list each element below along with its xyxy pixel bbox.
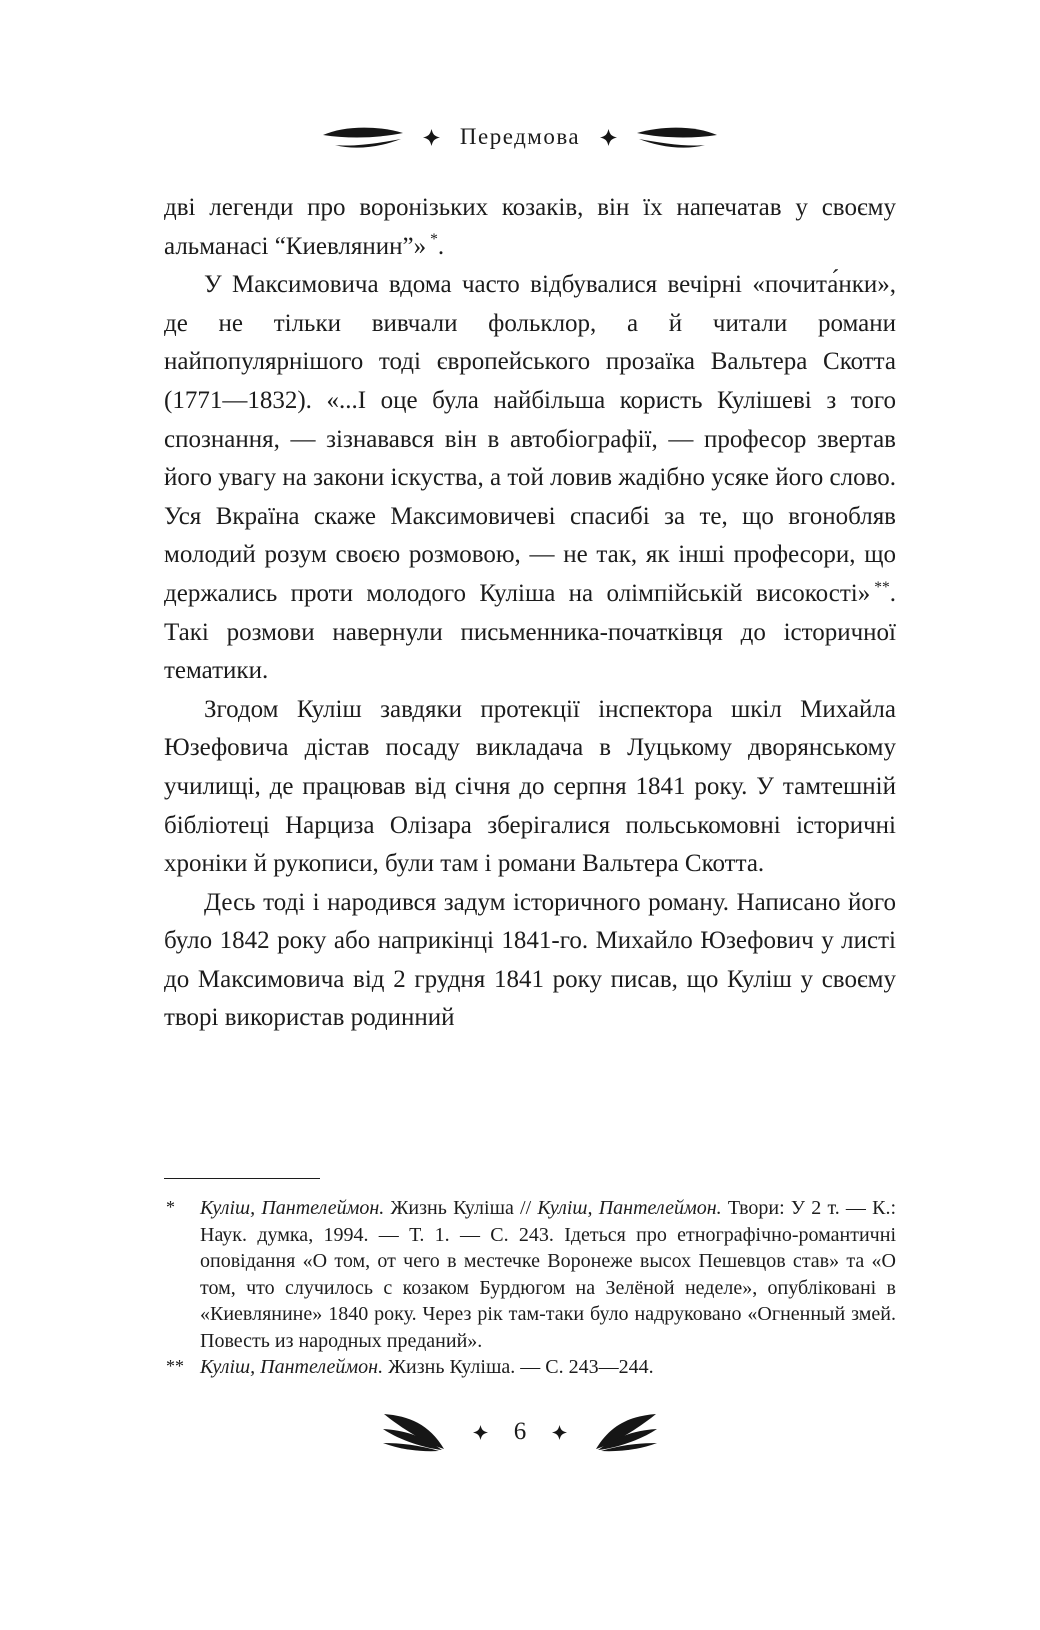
- page-number: 6: [513, 1418, 527, 1445]
- leaf-ornament-footer-right-icon: [593, 1412, 659, 1452]
- footnote-marker-ref: *: [430, 231, 438, 249]
- diamond-icon: [600, 129, 617, 146]
- diamond-icon: [473, 1425, 488, 1440]
- text-run: Десь тоді і народився задум історичного роману. Написано його було 1842 року або наприкінці 1841-го. Михайло Юзефович у листі до Максимовича від 2 грудня 1841 року писав, що Куліш у своєму творі використав родинний: [164, 888, 896, 1032]
- text-run: Жизнь Куліша //: [384, 1197, 538, 1219]
- body-text: [164, 189, 896, 1038]
- footnote-marker: *: [166, 1197, 175, 1217]
- footnote: [164, 1354, 896, 1381]
- footnote-separator: [164, 1178, 320, 1179]
- leaf-ornament-right-icon: [635, 124, 719, 150]
- citation-author: Куліш, Пантелеймон.: [200, 1356, 384, 1378]
- paragraph: [164, 266, 896, 691]
- text-run: .: [437, 232, 445, 260]
- header-ornament: [0, 124, 1040, 150]
- paragraph: [164, 884, 896, 1038]
- footnotes-section: [164, 1178, 896, 1381]
- footer-ornament: [0, 1412, 1040, 1452]
- text-run: Згодом Куліш завдяки протекції інспектора шкіл Михайла Юзефовича дістав посаду викладача в Луцькому дворянському училищі, де працював від січня до серпня 1841 року. У тамтешній бібліотеці Нарциза Олізара зберігалися польськомовні історичні хроніки й рукописи, були там і романи Вальтера Скотта.: [164, 695, 896, 878]
- diamond-icon: [552, 1425, 567, 1440]
- chapter-title: Передмова: [459, 124, 581, 149]
- footnote-marker: **: [166, 1356, 184, 1376]
- text-run: У Максимовича вдома часто відбувалися вечірні «почита́нки», де не тільки вивчали фольклор, а й читали романи найпопулярнішого тоді європейського прозаїка Вальтера Скотта (1771—1832). «...І оце була найбільша користь Кулішеві з того спознання, — зізнавався він в автобіографії, — професор звертав його увагу на закони іскуства, а той ловив жадібно усяке його слово. Уся Вкраїна скаже Максимовичеві спасибі за те, що вгонобляв молодий розум своєю розмовою, — не так, як інші професори, що держались проти молодого Куліша на олімпійській високості»: [164, 271, 896, 607]
- paragraph: [164, 691, 896, 884]
- paragraph: [164, 189, 896, 266]
- citation-author: Куліш, Пантелеймон.: [537, 1197, 722, 1219]
- text-run: Твори: У 2 т. — К.: Наук. думка, 1994. — Т. 1. — С. 243. Ідеться про етнографічно-романтичні оповідання «О том, от чего в местечке Воронеже высох Пешевцов став» та «О том, что случилось с козаком Бурдюгом на Зелёной неделе», опубліковані в «Киевлянине» 1840 року. Через рік там-таки було надруковано «Огненный змей. Повесть из народных преданий».: [200, 1197, 896, 1352]
- leaf-ornament-footer-left-icon: [381, 1412, 447, 1452]
- footnote-marker-ref: **: [874, 578, 890, 596]
- citation-author: Куліш, Пантелеймон.: [200, 1197, 385, 1219]
- leaf-ornament-left-icon: [321, 124, 405, 150]
- footnote-list: [164, 1195, 896, 1381]
- text-run: Жизнь Куліша. — С. 243—244.: [383, 1356, 654, 1378]
- footnote: [164, 1195, 896, 1354]
- text-run: дві легенди про воронізьких козаків, він їх напечатав у своєму альманасі “Киевлянин”»: [164, 194, 896, 260]
- text-run: . Такі розмови навернули письменника-початківця до історичної тематики.: [164, 579, 896, 685]
- diamond-icon: [423, 129, 440, 146]
